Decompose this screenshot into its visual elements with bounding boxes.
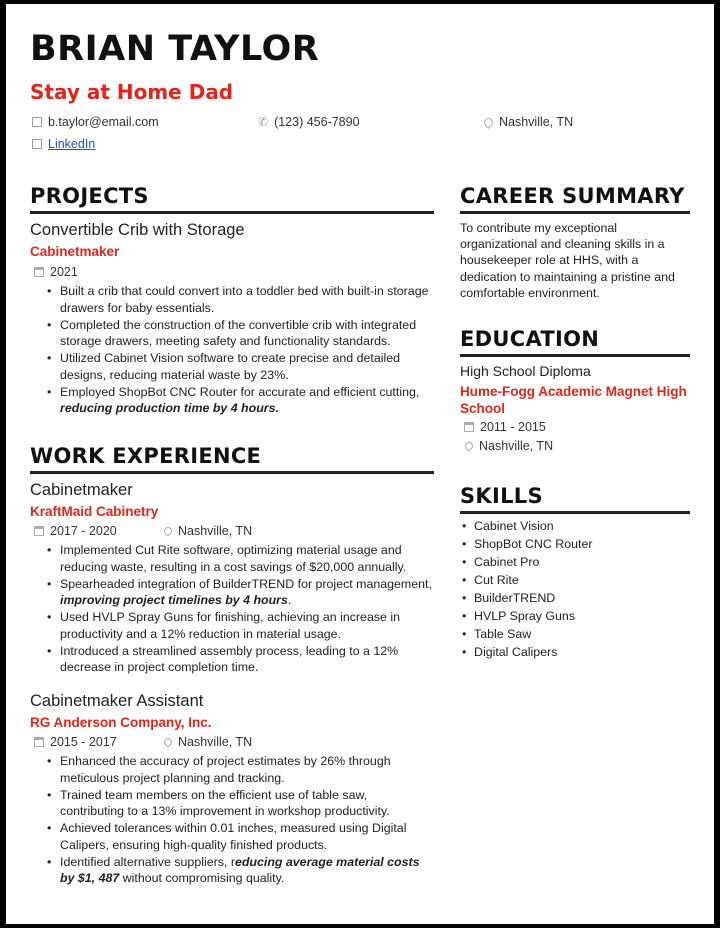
education-location: Nashville, TN (465, 440, 553, 453)
list-item: • Enhanced the accuracy of project estimates by 26% through meticulous project planning and tracking. (44, 753, 434, 786)
projects-heading: PROJECTS (30, 184, 149, 208)
job-bullets (44, 753, 434, 887)
email-icon (32, 117, 42, 127)
list-item: • Used HVLP Spray Guns for finishing, achieving an increase in productivity and a 12% reduction in material usage. (44, 609, 434, 642)
skills-rule (460, 511, 690, 514)
phone-icon: ✆ (258, 115, 269, 130)
calendar-icon (464, 422, 474, 432)
job-date: 2017 - 2020 (34, 525, 117, 538)
calendar-icon (34, 737, 44, 747)
location-icon (482, 116, 495, 129)
job-location: Nashville, TN (164, 525, 252, 538)
experience-rule (30, 471, 434, 474)
contact-phone: ✆ (123) 456-7890 (258, 115, 360, 130)
location-icon (162, 737, 173, 748)
job-title: Cabinetmaker Assistant (30, 692, 204, 710)
calendar-icon (34, 526, 44, 536)
linkedin-link[interactable]: LinkedIn (48, 137, 96, 151)
list-item: • Introduced a streamlined assembly process, leading to a 12% decrease in project completion time. (44, 643, 434, 676)
list-item: • Achieved tolerances within 0.01 inches, measured using Digital Calipers, ensuring high-quality finished products. (44, 820, 434, 853)
job-title: Cabinetmaker (30, 481, 133, 499)
resume-page (6, 4, 714, 924)
list-item: • Digital Calipers (460, 643, 690, 661)
summary-text: To contribute my exceptional organizational and cleaning skills in a housekeeper role at HHS, with a dedication to maintaining a pristine and comfortable environment. (460, 221, 675, 300)
job-date: 2015 - 2017 (34, 736, 117, 749)
list-item: • Cabinet Vision (460, 517, 690, 535)
location-icon (162, 526, 173, 537)
summary-rule (460, 211, 690, 214)
candidate-role: Stay at Home Dad (30, 80, 234, 104)
list-item: • Employed ShopBot CNC Router for accurate and efficient cutting, reducing production time by 4 hours. (44, 384, 434, 417)
job-company: RG Anderson Company, Inc. (30, 715, 212, 730)
education-degree: High School Diploma (460, 363, 591, 379)
list-item: • Identified alternative suppliers, reducing average material costs by $1, 487 without compromising quality. (44, 854, 434, 887)
list-item: • Utilized Cabinet Vision software to create precise and detailed designs, reducing material waste by 23%. (44, 350, 434, 383)
list-item: • Completed the construction of the convertible crib with integrated storage drawers, meeting safety and functionality standards. (44, 317, 434, 350)
list-item: • BuilderTREND (460, 589, 690, 607)
contact-linkedin[interactable] (32, 138, 95, 151)
linkedin-icon (32, 139, 42, 149)
projects-rule (30, 211, 434, 214)
education-school: Hume-Fogg Academic Magnet High School (460, 384, 687, 416)
contact-location: Nashville, TN (484, 116, 573, 129)
candidate-name: BRIAN TAYLOR (30, 29, 320, 69)
education-date: 2011 - 2015 (464, 421, 546, 434)
contact-email: b.taylor@email.com (32, 116, 159, 129)
skills-heading: SKILLS (460, 484, 543, 508)
list-item: • ShopBot CNC Router (460, 535, 690, 553)
summary-heading: CAREER SUMMARY (460, 184, 685, 208)
location-icon (463, 441, 474, 452)
job-company: KraftMaid Cabinetry (30, 504, 159, 519)
list-item: • Cabinet Pro (460, 553, 690, 571)
list-item: • Spearheaded integration of BuilderTREND for project management, improving project timelines by 4 hours. (44, 576, 434, 609)
project-title: Convertible Crib with Storage (30, 221, 245, 239)
project-bullets (44, 283, 434, 417)
calendar-icon (34, 267, 44, 277)
list-item: • Table Saw (460, 625, 690, 643)
experience-heading: WORK EXPERIENCE (30, 444, 262, 468)
skills-list (460, 517, 690, 661)
list-item: • Built a crib that could convert into a toddler bed with built-in storage drawers for baby essentials. (44, 283, 434, 316)
project-org: Cabinetmaker (30, 244, 120, 259)
education-heading: EDUCATION (460, 327, 600, 351)
project-date: 2021 (34, 266, 78, 279)
list-item: • Trained team members on the efficient use of table saw, contributing to a 13% improvement in workshop productivity. (44, 787, 434, 820)
job-location: Nashville, TN (164, 736, 252, 749)
list-item: • Cut Rite (460, 571, 690, 589)
education-rule (460, 354, 690, 357)
list-item: • Implemented Cut Rite software, optimizing material usage and reducing waste, resulting in a cost savings of $20,000 annually. (44, 542, 434, 575)
job-bullets (44, 542, 434, 676)
list-item: • HVLP Spray Guns (460, 607, 690, 625)
